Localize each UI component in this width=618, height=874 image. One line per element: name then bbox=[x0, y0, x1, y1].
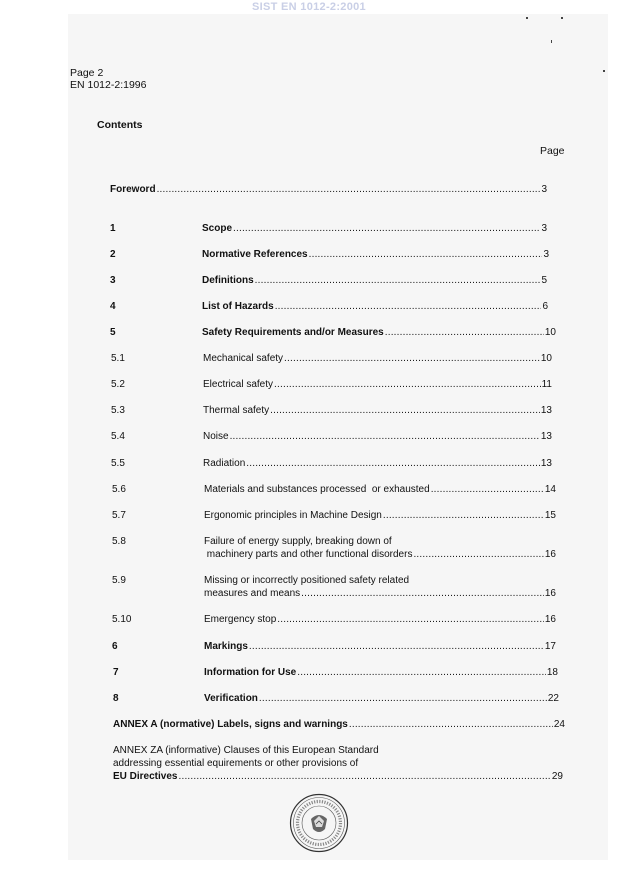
watermark: SIST EN 1012-2:2001 bbox=[252, 1, 366, 13]
leader-dots bbox=[277, 613, 544, 626]
toc-title-line1: Missing or incorrectly positioned safety related bbox=[204, 575, 410, 586]
toc-title: Electrical safety bbox=[203, 379, 274, 390]
toc-entry bbox=[111, 457, 552, 470]
toc-title: Markings bbox=[204, 641, 248, 652]
toc-number: 1 bbox=[110, 223, 116, 234]
toc-page: 10 bbox=[540, 353, 552, 364]
toc-page: 5 bbox=[541, 275, 547, 286]
leader-dots bbox=[275, 300, 542, 313]
toc-entry-multiline bbox=[112, 535, 556, 561]
toc-number: 4 bbox=[110, 301, 116, 312]
toc-title: Ergonomic principles in Machine Design bbox=[204, 510, 382, 521]
toc-page: 16 bbox=[544, 549, 556, 560]
toc-entry bbox=[113, 692, 559, 705]
toc-number: 5.9 bbox=[112, 575, 126, 586]
leader-dots bbox=[270, 404, 540, 417]
toc-page: 13 bbox=[540, 431, 552, 442]
toc-entry bbox=[111, 352, 552, 365]
toc-title: Definitions bbox=[202, 275, 254, 286]
toc-entry bbox=[110, 300, 548, 313]
leader-dots bbox=[309, 248, 543, 261]
toc-title: Thermal safety bbox=[203, 405, 270, 416]
toc-title: List of Hazards bbox=[202, 301, 274, 312]
toc-page: 13 bbox=[540, 458, 552, 469]
header-page-number: Page 2 bbox=[70, 67, 104, 79]
toc-page: 6 bbox=[542, 301, 548, 312]
leader-dots bbox=[274, 378, 541, 391]
toc-title: Scope bbox=[202, 223, 233, 234]
leader-dots bbox=[249, 640, 544, 653]
toc-number: 5.6 bbox=[112, 484, 126, 495]
toc-number: 3 bbox=[110, 275, 116, 286]
toc-title: EU Directives bbox=[113, 771, 178, 782]
toc-number: 5.1 bbox=[111, 353, 125, 364]
toc-title-line1: Failure of energy supply, breaking down of bbox=[204, 536, 392, 547]
toc-title: Normative References bbox=[202, 249, 308, 260]
toc-page: 24 bbox=[553, 719, 565, 730]
toc-entry bbox=[112, 640, 556, 653]
toc-foreword bbox=[110, 183, 547, 196]
leader-dots bbox=[157, 183, 541, 196]
toc-page: 10 bbox=[544, 327, 556, 338]
toc-number: 5.2 bbox=[111, 379, 125, 390]
toc-number: 5.5 bbox=[111, 458, 125, 469]
toc-number: 5.8 bbox=[112, 536, 126, 547]
official-seal-stamp bbox=[289, 793, 349, 853]
toc-title: measures and means bbox=[204, 588, 301, 599]
toc-entry bbox=[112, 483, 556, 496]
toc-entry bbox=[111, 378, 552, 391]
toc-number: 5.7 bbox=[112, 510, 126, 521]
leader-dots bbox=[385, 326, 544, 339]
toc-number: 7 bbox=[113, 667, 119, 678]
leader-dots bbox=[301, 587, 544, 600]
toc-entry bbox=[110, 274, 547, 287]
leader-dots bbox=[178, 770, 550, 783]
leader-dots bbox=[246, 457, 540, 470]
toc-title: Foreword bbox=[110, 184, 156, 195]
toc-number: 5 bbox=[110, 327, 116, 338]
toc-page: 16 bbox=[544, 614, 556, 625]
toc-page: 3 bbox=[543, 249, 549, 260]
header-standard-id: EN 1012-2:1996 bbox=[70, 79, 147, 91]
toc-number: 6 bbox=[112, 641, 118, 652]
leader-dots bbox=[233, 222, 540, 235]
toc-title: Emergency stop bbox=[204, 614, 277, 625]
leader-dots bbox=[255, 274, 541, 287]
toc-number: 2 bbox=[110, 249, 116, 260]
toc-title: Safety Requirements and/or Measures bbox=[202, 327, 384, 338]
toc-entry bbox=[112, 613, 556, 626]
toc-entry bbox=[110, 326, 556, 339]
toc-annex-za bbox=[113, 744, 563, 783]
toc-page: 3 bbox=[541, 184, 547, 195]
toc-title: Noise bbox=[203, 431, 229, 442]
toc-page: 15 bbox=[544, 510, 556, 521]
toc-title: machinery parts and other functional disorders bbox=[204, 549, 413, 560]
toc-page: 17 bbox=[544, 641, 556, 652]
toc-entry-multiline bbox=[112, 574, 556, 600]
leader-dots bbox=[383, 509, 544, 522]
toc-title-line2: addressing essential equirements or other provisions of bbox=[113, 758, 359, 769]
toc-number: 5.3 bbox=[111, 405, 125, 416]
toc-title-line1: ANNEX ZA (informative) Clauses of this European Standard bbox=[113, 745, 379, 756]
toc-entry bbox=[110, 222, 547, 235]
scan-speck bbox=[603, 70, 605, 72]
scan-speck bbox=[551, 40, 552, 43]
page-column-label: Page bbox=[540, 145, 565, 157]
toc-entry bbox=[111, 430, 552, 443]
scan-speck bbox=[526, 17, 528, 19]
toc-number: 5.10 bbox=[112, 614, 132, 625]
leader-dots bbox=[413, 548, 543, 561]
leader-dots bbox=[284, 352, 540, 365]
toc-number: 5.4 bbox=[111, 431, 125, 442]
toc-page: 16 bbox=[544, 588, 556, 599]
toc-entry bbox=[110, 248, 549, 261]
toc-title: ANNEX A (normative) Labels, signs and warnings bbox=[113, 719, 348, 730]
toc-page: 3 bbox=[541, 223, 547, 234]
toc-annex-a bbox=[113, 718, 565, 731]
leader-dots bbox=[349, 718, 553, 731]
toc-title: Mechanical safety bbox=[203, 353, 284, 364]
leader-dots bbox=[297, 666, 546, 679]
toc-page: 22 bbox=[547, 693, 559, 704]
toc-title: Radiation bbox=[203, 458, 246, 469]
toc-page: 11 bbox=[541, 379, 552, 390]
toc-title: Verification bbox=[204, 693, 258, 704]
toc-page: 13 bbox=[540, 405, 552, 416]
toc-page: 18 bbox=[546, 667, 558, 678]
toc-page: 14 bbox=[544, 484, 556, 495]
leader-dots bbox=[230, 430, 540, 443]
leader-dots bbox=[259, 692, 547, 705]
toc-entry bbox=[112, 509, 556, 522]
toc-page: 29 bbox=[551, 771, 563, 782]
scan-speck bbox=[561, 17, 563, 19]
toc-entry bbox=[111, 404, 552, 417]
toc-entry bbox=[113, 666, 558, 679]
toc-title: Information for Use bbox=[204, 667, 297, 678]
contents-heading: Contents bbox=[97, 119, 143, 131]
toc-number: 8 bbox=[113, 693, 119, 704]
toc-title: Materials and substances processed or exhausted bbox=[204, 484, 430, 495]
leader-dots bbox=[431, 483, 544, 496]
